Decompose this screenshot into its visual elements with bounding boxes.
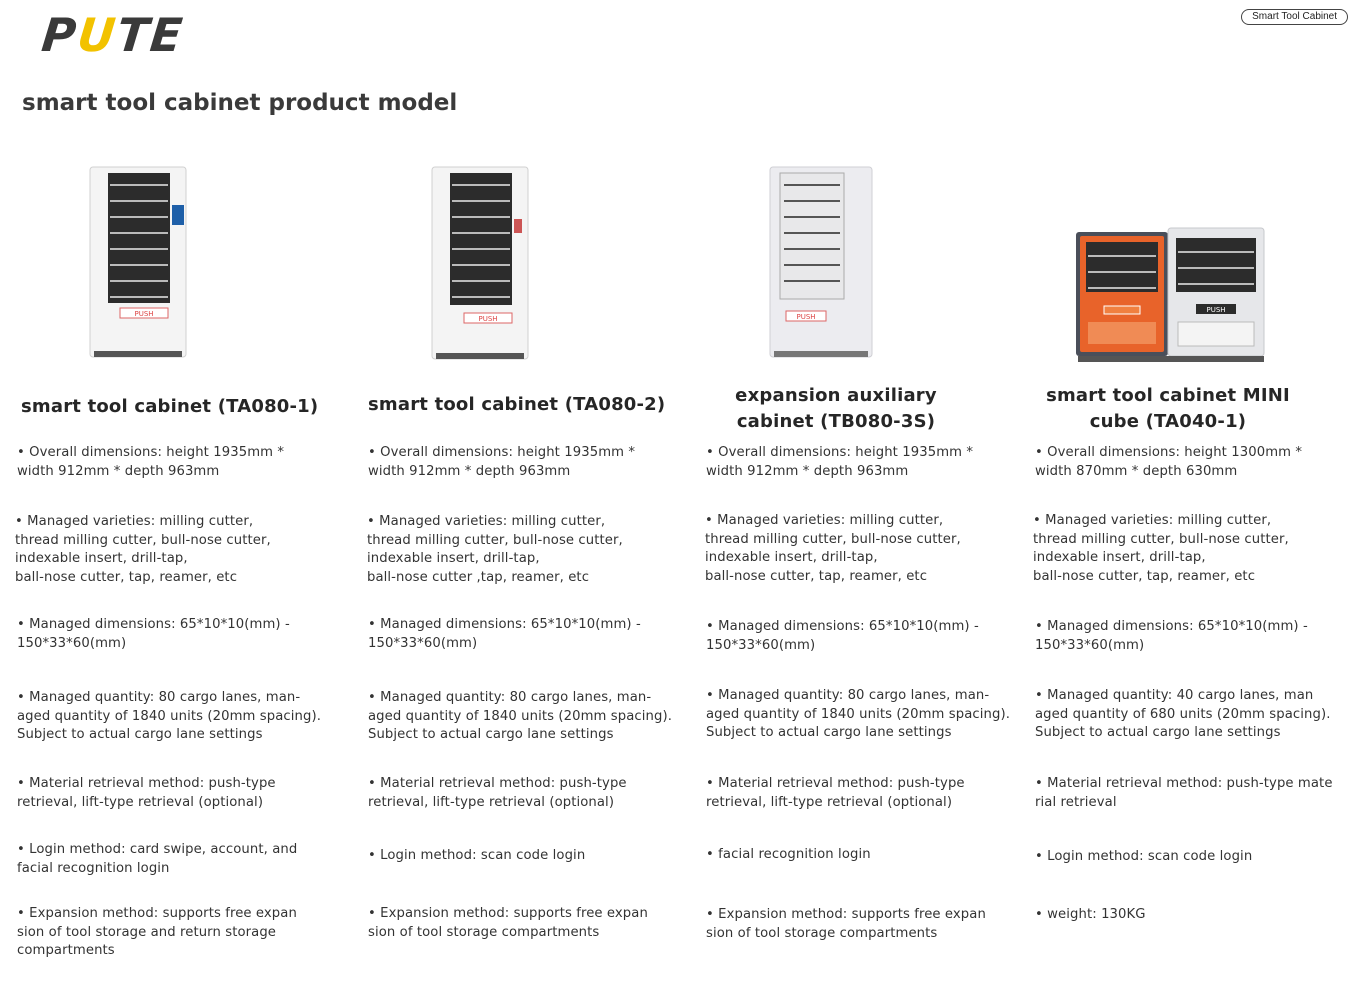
spec-managed-dimensions: • Managed dimensions: 65*10*10(mm) - 150*33*60(mm): [368, 617, 641, 651]
spec-dimensions: • Overall dimensions: height 1935mm * width 912mm * depth 963mm: [17, 445, 285, 479]
spec-login: • Login method: card swipe, account, and facial recognition login: [17, 842, 298, 876]
spec-varieties: • Managed varieties: milling cutter, thread milling cutter, bull-nose cutter, indexable insert, drill-tap, ball-nose cutter, tap, reamer, etc: [15, 514, 271, 585]
page-title: smart tool cabinet product model: [22, 90, 458, 116]
spec-dimensions: • Overall dimensions: height 1300mm * width 870mm * depth 630mm: [1035, 445, 1303, 479]
product-image-ta080-1: [86, 165, 190, 365]
spec-dimensions: • Overall dimensions: height 1935mm * width 912mm * depth 963mm: [706, 445, 974, 479]
spec-varieties: • Managed varieties: milling cutter, thread milling cutter, bull-nose cutter, indexable insert, drill-tap, ball-nose cutter ,tap, reamer, etc: [367, 514, 623, 585]
spec-expansion: • Expansion method: supports free expan sion of tool storage compartments: [368, 906, 648, 940]
product-name-ta040-1: smart tool cabinet MINI cube (TA040-1): [1046, 385, 1290, 432]
spec-weight: • weight: 130KG: [1035, 907, 1146, 922]
product-name-ta080-2: smart tool cabinet (TA080-2): [368, 394, 666, 415]
brand-logo: PUTE: [39, 8, 187, 62]
spec-login: • facial recognition login: [706, 847, 871, 862]
spec-login: • Login method: scan code login: [368, 848, 586, 863]
spec-dimensions: • Overall dimensions: height 1935mm * width 912mm * depth 963mm: [368, 445, 636, 479]
spec-login: • Login method: scan code login: [1035, 849, 1253, 864]
spec-managed-dimensions: • Managed dimensions: 65*10*10(mm) - 150*33*60(mm): [1035, 619, 1308, 653]
spec-managed-dimensions: • Managed dimensions: 65*10*10(mm) - 150*33*60(mm): [17, 617, 290, 651]
spec-quantity: • Managed quantity: 80 cargo lanes, man- aged quantity of 1840 units (20mm spacing). Subject to actual cargo lane settings: [706, 688, 1010, 740]
spec-quantity: • Managed quantity: 80 cargo lanes, man- aged quantity of 1840 units (20mm spacing). Subject to actual cargo lane settings: [17, 690, 321, 742]
product-name-ta080-1: smart tool cabinet (TA080-1): [21, 396, 319, 417]
spec-quantity: • Managed quantity: 40 cargo lanes, man aged quantity of 680 units (20mm spacing). Subject to actual cargo lane settings: [1035, 688, 1331, 740]
spec-expansion: • Expansion method: supports free expan sion of tool storage compartments: [706, 907, 986, 941]
spec-expansion: • Expansion method: supports free expan sion of tool storage and return storage compartments: [17, 906, 297, 958]
product-image-ta080-2: [428, 165, 532, 367]
push-label: PUSH: [478, 315, 498, 323]
spec-managed-dimensions: • Managed dimensions: 65*10*10(mm) - 150*33*60(mm): [706, 619, 979, 653]
product-image-tb080-3s: [766, 165, 878, 365]
spec-varieties: • Managed varieties: milling cutter, thread milling cutter, bull-nose cutter, indexable insert, drill-tap, ball-nose cutter, tap, reamer, etc: [705, 513, 961, 584]
spec-retrieval: • Material retrieval method: push-type retrieval, lift-type retrieval (optional): [368, 776, 627, 810]
product-image-ta040-1: [1074, 226, 1268, 366]
spec-varieties: • Managed varieties: milling cutter, thread milling cutter, bull-nose cutter, indexable insert, drill-tap, ball-nose cutter, tap, reamer, etc: [1033, 513, 1289, 584]
spec-retrieval: • Material retrieval method: push-type mate rial retrieval: [1035, 776, 1333, 810]
push-label: PUSH: [1206, 306, 1226, 314]
product-name-tb080-3s: expansion auxiliary cabinet (TB080-3S): [735, 385, 937, 432]
spec-quantity: • Managed quantity: 80 cargo lanes, man- aged quantity of 1840 units (20mm spacing). Subject to actual cargo lane settings: [368, 690, 672, 742]
section-tag: Smart Tool Cabinet: [1241, 9, 1348, 25]
spec-retrieval: • Material retrieval method: push-type retrieval, lift-type retrieval (optional): [706, 776, 965, 810]
push-label: PUSH: [134, 310, 154, 318]
push-label: PUSH: [796, 313, 816, 321]
spec-retrieval: • Material retrieval method: push-type retrieval, lift-type retrieval (optional): [17, 776, 276, 810]
